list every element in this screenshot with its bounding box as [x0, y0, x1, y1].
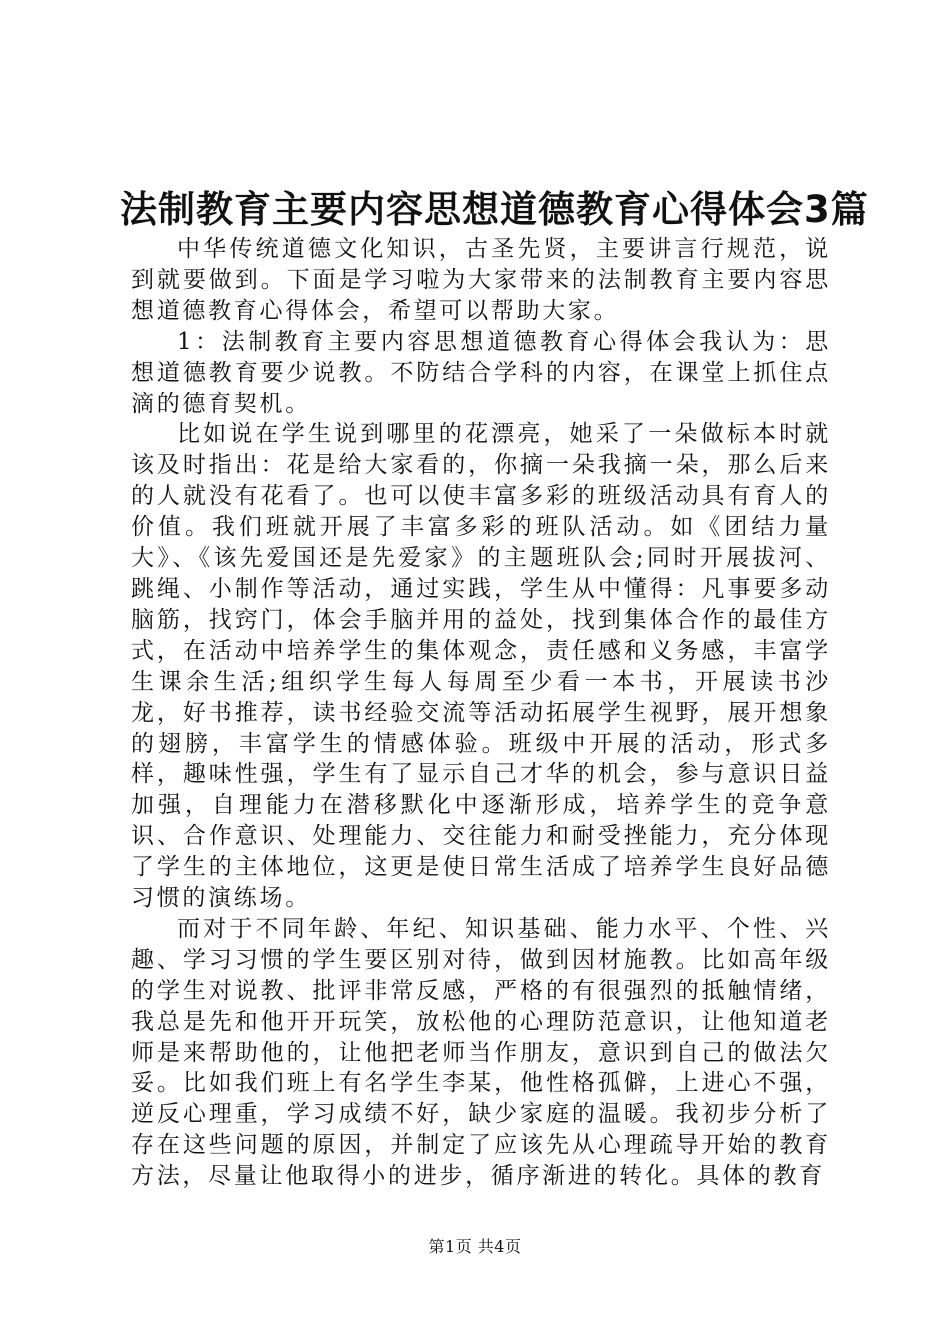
- paragraph-section-1: 1：法制教育主要内容思想道德教育心得体会我认为：思想道德教育要少说教。不防结合学科的内容，在课堂上抓住点滴的德育契机。: [131, 328, 831, 417]
- paragraph-intro: 中华传统道德文化知识，古圣先贤，主要讲言行规范，说到就要做到。下面是学习啦为大家带来的法制教育主要内容思想道德教育心得体会，希望可以帮助大家。: [131, 236, 831, 324]
- document-body: [131, 234, 831, 1192]
- document-title: 法制教育主要内容思想道德教育心得体会3篇: [120, 188, 869, 231]
- paragraph-activities: 比如说在学生说到哪里的花漂亮，她采了一朵做标本时就该及时指出：花是给大家看的，你摘一朵我摘一朵，那么后来的人就没有花看了。也可以使丰富多彩的班级活动具有育人的价值。我们班就开展了丰富多彩的班队活动。如《团结力量大》、《该先爱国还是先爱家》的主题班队会;同时开展拔河、跳绳、小制作等活动，通过实践，学生从中懂得：凡事要多动脑筋，找窍门，体会手脑并用的益处，找到集体合作的最佳方式，在活动中培养学生的集体观念，责任感和义务感，丰富学生课余生活;组织学生每人每周至少看一本书，开展读书沙龙，好书推荐，读书经验交流等活动拓展学生视野，展开想象的翅膀，丰富学生的情感体验。班级中开展的活动，形式多样，趣味性强，学生有了显示自己才华的机会，参与意识日益加强，自理能力在潜移默化中逐渐形成，培养学生的竞争意识、合作意识、处理能力、交往能力和耐受挫能力，充分体现了学生的主体地位，这更是使日常生活成了培养学生良好品德习惯的演练场。: [131, 421, 831, 912]
- page-number-footer: 第1页 共4页: [428, 1237, 522, 1256]
- paragraph-individual-teaching: 而对于不同年龄、年纪、知识基础、能力水平、个性、兴趣、学习习惯的学生要区别对待，做到因材施教。比如高年级的学生对说教、批评非常反感，严格的有很强烈的抵触情绪，我总是先和他开开玩笑，放松他的心理防范意识，让他知道老师是来帮助他的，让他把老师当作朋友，意识到自己的做法欠妥。比如我们班上有名学生李某，他性格孤僻，上进心不强，逆反心理重，学习成绩不好，缺少家庭的温暖。我初步分析了存在这些问题的原因，并制定了应该先从心理疏导开始的教育方法，尽量让他取得小的进步，循序渐进的转化。具体的教育: [131, 915, 831, 1190]
